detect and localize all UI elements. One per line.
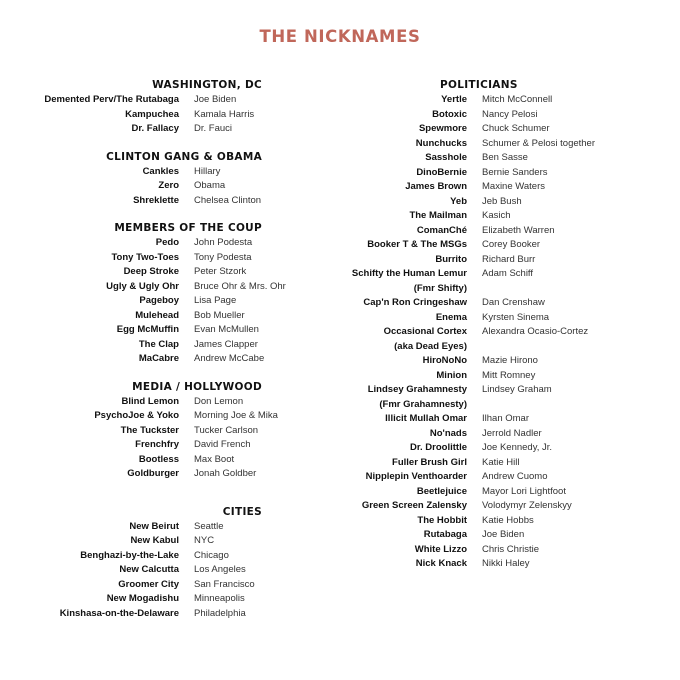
real-name: Chelsea Clinton xyxy=(194,194,262,206)
nickname: Kampuchea xyxy=(125,108,179,120)
nickname: Nick Knack xyxy=(415,558,467,569)
nickname: New Mogadishu xyxy=(106,593,179,604)
nickname-row xyxy=(320,427,660,442)
nickname: Booker T & The MSGs xyxy=(367,239,467,250)
real-name: Chris Christie xyxy=(482,543,540,555)
real-name: Tony Podesta xyxy=(194,251,252,263)
nickname-row xyxy=(320,166,660,181)
nickname-row xyxy=(320,311,660,326)
real-name: Philadelphia xyxy=(194,607,246,619)
real-name: Kyrsten Sinema xyxy=(482,311,550,323)
real-name: Nikki Haley xyxy=(482,558,530,569)
nickname-row xyxy=(320,151,660,166)
nickname: No'nads xyxy=(429,427,467,439)
real-name: Mitch McConnell xyxy=(482,94,553,105)
real-name: Ilhan Omar xyxy=(482,413,529,424)
section-politicians xyxy=(320,77,660,572)
nickname-row xyxy=(320,108,660,123)
section-heading: CITIES xyxy=(222,505,262,518)
nickname-row xyxy=(320,137,660,152)
nickname-row xyxy=(0,578,320,593)
nickname-row xyxy=(320,340,660,355)
nickname: Rutabaga xyxy=(423,529,467,540)
nickname-row xyxy=(0,409,320,424)
nickname: Ugly & Ugly Ohr xyxy=(106,280,179,292)
section-members-of-the-coup xyxy=(0,220,320,367)
nickname: Nunchucks xyxy=(415,137,467,149)
real-name: Chicago xyxy=(194,549,229,561)
real-name: San Francisco xyxy=(194,578,255,590)
nickname-row xyxy=(0,534,320,549)
nickname-row xyxy=(320,296,660,311)
nickname-row xyxy=(0,323,320,338)
nickname-row xyxy=(0,251,320,266)
nickname-row xyxy=(0,395,320,410)
nickname-row xyxy=(320,383,660,398)
nickname: Spewmore xyxy=(418,123,467,134)
nickname: Zero xyxy=(158,180,179,191)
nickname-row xyxy=(320,195,660,210)
real-name: James Clapper xyxy=(194,338,258,350)
nickname: Frenchfry xyxy=(135,439,179,450)
nickname: Bootless xyxy=(138,453,179,465)
real-name: Mazie Hirono xyxy=(482,355,538,366)
nickname: Dr. Droolittle xyxy=(409,442,467,453)
real-name: Nancy Pelosi xyxy=(482,108,538,120)
real-name: Katie Hobbs xyxy=(482,514,534,526)
real-name: Joe Biden xyxy=(194,94,237,105)
nickname: Groomer City xyxy=(118,578,179,590)
nickname-row xyxy=(320,470,660,485)
nickname-row xyxy=(320,282,660,297)
nickname: White Lizzo xyxy=(414,543,467,555)
right-column xyxy=(320,77,660,584)
nickname: The Clap xyxy=(138,338,179,350)
nickname: Fuller Brush Girl xyxy=(392,456,467,468)
nickname-row xyxy=(320,224,660,239)
real-name: Jeb Bush xyxy=(482,195,522,207)
nickname: New Calcutta xyxy=(119,564,179,575)
nickname: New Kabul xyxy=(130,535,179,546)
nickname: Shreklette xyxy=(133,194,179,206)
nickname: Green Screen Zalensky xyxy=(361,500,467,511)
real-name: Chuck Schumer xyxy=(482,123,550,134)
real-name: Morning Joe & Mika xyxy=(194,410,278,421)
nickname: Cap'n Ron Cringeshaw xyxy=(363,297,467,308)
real-name: Mayor Lori Lightfoot xyxy=(482,485,566,497)
nickname: ComanChé xyxy=(416,224,467,236)
section-heading: CLINTON GANG & OBAMA xyxy=(106,150,262,163)
real-name: David French xyxy=(194,439,251,450)
real-name: Joe Biden xyxy=(482,529,525,540)
real-name: Andrew Cuomo xyxy=(482,471,548,482)
nickname-row xyxy=(0,236,320,251)
nickname: The Hobbit xyxy=(417,514,467,526)
real-name: Minneapolis xyxy=(194,593,245,604)
real-name: Richard Burr xyxy=(482,253,536,265)
real-name: Bob Mueller xyxy=(194,309,245,321)
nickname-row xyxy=(0,438,320,453)
nickname-row xyxy=(0,424,320,439)
nickname: (aka Dead Eyes) xyxy=(394,340,467,352)
nickname-row xyxy=(0,467,320,482)
nickname: Pageboy xyxy=(139,295,179,306)
nickname: New Beirut xyxy=(129,520,179,532)
nickname: Cankles xyxy=(142,165,179,177)
real-name: John Podesta xyxy=(194,237,253,248)
real-name: Elizabeth Warren xyxy=(482,224,555,236)
real-name: Dr. Fauci xyxy=(194,123,233,134)
nickname-row xyxy=(320,441,660,456)
nickname: Benghazi-by-the-Lake xyxy=(80,549,179,561)
nickname-row xyxy=(320,325,660,340)
nickname-row xyxy=(0,352,320,367)
nickname-row xyxy=(0,179,320,194)
nickname: Enema xyxy=(435,311,467,323)
real-name: Lisa Page xyxy=(194,295,237,306)
real-name: Adam Schiff xyxy=(482,268,534,279)
nickname: Goldburger xyxy=(127,468,179,479)
nickname: Occasional Cortex xyxy=(383,326,467,337)
nickname: Pedo xyxy=(155,237,179,248)
nickname-row xyxy=(0,592,320,607)
section-heading: MEDIA / HOLLYWOOD xyxy=(132,380,262,393)
real-name: Seattle xyxy=(194,520,224,532)
nickname-row xyxy=(0,122,320,137)
nickname-row xyxy=(0,265,320,280)
section-clinton-gang-obama xyxy=(0,149,320,209)
nickname-row xyxy=(0,93,320,108)
nickname-row xyxy=(320,238,660,253)
real-name: Kamala Harris xyxy=(194,108,255,120)
nickname-row xyxy=(320,543,660,558)
real-name: Max Boot xyxy=(194,453,235,465)
real-name: Peter Stzork xyxy=(194,266,247,277)
real-name: Schumer & Pelosi together xyxy=(482,137,596,149)
nickname-row xyxy=(320,122,660,137)
nickname: Minion xyxy=(436,369,467,381)
real-name: Evan McMullen xyxy=(194,324,259,335)
real-name: Maxine Waters xyxy=(482,181,545,192)
nickname: James Brown xyxy=(405,181,467,192)
nickname-row xyxy=(320,369,660,384)
nickname-row xyxy=(0,108,320,123)
real-name: Joe Kennedy, Jr. xyxy=(482,442,553,453)
nickname-row xyxy=(0,280,320,295)
real-name: Bruce Ohr & Mrs. Ohr xyxy=(194,280,286,292)
real-name: Obama xyxy=(194,180,226,191)
nickname: MaCabre xyxy=(138,353,179,364)
section-heading: POLITICIANS xyxy=(440,79,518,91)
nickname: Yertle xyxy=(441,94,467,105)
nickname-row xyxy=(0,165,320,180)
nickname-row xyxy=(320,209,660,224)
nickname: Botoxic xyxy=(432,108,467,120)
nickname: Tony Two-Toes xyxy=(111,251,179,263)
nickname-row xyxy=(320,485,660,500)
section-washington-dc xyxy=(0,77,320,137)
real-name: Jonah Goldber xyxy=(194,468,257,479)
nickname: PsychoJoe & Yoko xyxy=(94,410,179,421)
nickname-row xyxy=(320,253,660,268)
nickname-row xyxy=(320,514,660,529)
real-name: Los Angeles xyxy=(194,564,246,575)
nickname-row xyxy=(320,412,660,427)
real-name: Alexandra Ocasio-Cortez xyxy=(482,326,589,337)
section-media-hollywood xyxy=(0,379,320,482)
nickname-row xyxy=(320,499,660,514)
real-name: Andrew McCabe xyxy=(194,353,265,364)
nickname: DinoBernie xyxy=(416,166,467,178)
nickname: The Tuckster xyxy=(120,424,179,436)
left-column xyxy=(0,77,320,633)
nickname-row xyxy=(0,309,320,324)
page-title: THE NICKNAMES xyxy=(259,27,421,46)
nickname: Yeb xyxy=(450,195,467,207)
nickname: Sasshole xyxy=(425,152,467,163)
real-name: Lindsey Graham xyxy=(482,384,552,395)
real-name: Tucker Carlson xyxy=(194,424,259,436)
nickname-row xyxy=(0,520,320,535)
real-name: Jerrold Nadler xyxy=(482,427,542,439)
nickname: Mulehead xyxy=(135,309,179,321)
nickname: Egg McMuffin xyxy=(116,324,179,335)
nickname-row xyxy=(0,549,320,564)
real-name: Volodymyr Zelenskyy xyxy=(482,500,572,511)
nickname-row xyxy=(0,563,320,578)
nickname: Dr. Fallacy xyxy=(131,123,179,134)
nickname: Demented Perv/The Rutabaga xyxy=(44,94,179,105)
nickname: HiroNoNo xyxy=(422,355,467,366)
nickname-row xyxy=(0,194,320,209)
nickname-row xyxy=(320,557,660,572)
section-cities xyxy=(0,504,320,622)
real-name: Kasich xyxy=(482,210,511,221)
nickname-row xyxy=(320,93,660,108)
nickname-row xyxy=(320,180,660,195)
real-name: Bernie Sanders xyxy=(482,166,548,178)
section-heading: WASHINGTON, DC xyxy=(152,79,262,91)
nickname-row xyxy=(0,294,320,309)
nickname: Deep Stroke xyxy=(123,266,179,277)
nickname: (Fmr Grahamnesty) xyxy=(379,398,467,410)
nickname-row xyxy=(320,267,660,282)
nickname-row xyxy=(320,528,660,543)
nickname: Blind Lemon xyxy=(121,395,179,407)
nickname: Illicit Mullah Omar xyxy=(385,413,467,424)
nickname: Kinshasa-on-the-Delaware xyxy=(59,607,179,619)
real-name: Ben Sasse xyxy=(482,152,528,163)
real-name: NYC xyxy=(194,535,215,546)
nickname-row xyxy=(320,354,660,369)
nickname-row xyxy=(0,607,320,622)
real-name: Dan Crenshaw xyxy=(482,297,545,308)
nickname-row xyxy=(320,456,660,471)
nickname: Nipplepin Venthoarder xyxy=(365,471,467,482)
nickname: Beetlejuice xyxy=(416,485,467,497)
real-name: Mitt Romney xyxy=(482,369,536,381)
real-name: Hillary xyxy=(194,165,221,177)
real-name: Don Lemon xyxy=(194,395,244,407)
nickname-row xyxy=(320,398,660,413)
nickname: Lindsey Grahamnesty xyxy=(367,384,467,395)
nickname: Schifty the Human Lemur xyxy=(351,268,467,279)
nickname-row xyxy=(0,453,320,468)
nickname: Burrito xyxy=(435,253,467,265)
nickname: (Fmr Shifty) xyxy=(413,282,467,294)
section-heading: MEMBERS OF THE COUP xyxy=(114,222,262,234)
nickname: The Mailman xyxy=(409,210,467,221)
real-name: Katie Hill xyxy=(482,456,520,468)
nickname-row xyxy=(0,338,320,353)
real-name: Corey Booker xyxy=(482,239,541,250)
